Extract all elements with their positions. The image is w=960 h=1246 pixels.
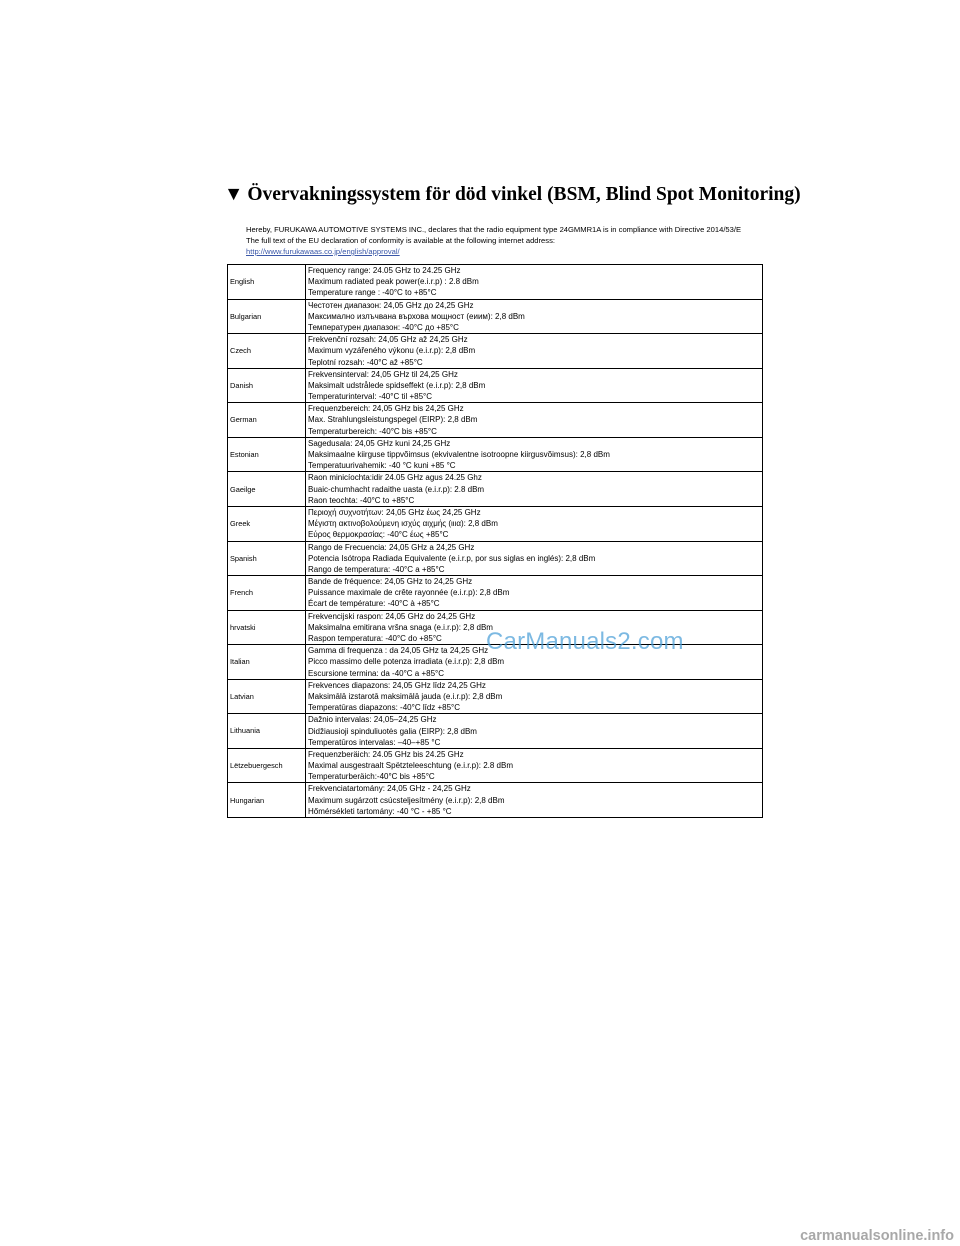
- spec-line: Dažnio intervalas: 24,05–24,25 GHz: [308, 715, 437, 725]
- language-cell: Czech: [228, 334, 306, 369]
- language-cell: Italian: [228, 645, 306, 680]
- spec-line: Maksimalt udstrålede spidseffekt (e.i.r.p): 2,8 dBm: [308, 380, 486, 390]
- spec-line: Честотен диапазон: 24,05 GHz до 24,25 GHz: [308, 300, 474, 310]
- spec-line: Μέγιστη ακτινοβολούμενη ισχύς αιχμής (ιιια): 2,8 dBm: [308, 519, 498, 529]
- spec-line: Buaic-chumhacht radaithe uasta (e.i.r.p): 2.8 dBm: [308, 484, 485, 494]
- section-title: Övervakningssystem för död vinkel (BSM, Blind Spot Monitoring): [247, 184, 801, 205]
- footer-watermark: carmanualsonline.info: [800, 1228, 954, 1244]
- table-row: [228, 576, 763, 611]
- spec-line: Maksimaalne kiirguse tippvõimsus (ekvivalentne isotroopne kiirgusvõimsus): 2,8 dBm: [308, 450, 610, 459]
- spec-cell: [306, 506, 763, 541]
- spec-line: Maximum sugárzott csúcsteljesítmény (e.i.r.p): 2,8 dBm: [308, 795, 505, 805]
- spec-line: Sagedusala: 24,05 GHz kuni 24,25 GHz: [308, 438, 451, 448]
- spec-line: Bande de fréquence: 24,05 GHz to 24,25 GHz: [308, 577, 473, 587]
- section-heading: [224, 183, 944, 207]
- spec-line: Picco massimo delle potenza irradiata (e.i.r.p): 2,8 dBm: [308, 657, 505, 667]
- spec-line: Didžiausioji spinduliuotės galia (EIRP): 2,8 dBm: [308, 726, 477, 736]
- language-cell: Estonian: [228, 437, 306, 472]
- spec-cell: [306, 541, 763, 576]
- spec-line: Puissance maximale de crête rayonnée (e.i.r.p): 2,8 dBm: [308, 588, 510, 598]
- spec-line: Raon minicíochta:idir 24.05 GHz agus 24.25 Ghz: [308, 473, 482, 483]
- radio-specs-table: [227, 264, 763, 818]
- table-row: [228, 541, 763, 576]
- spec-line: Escursione termina: da -40°C a +85°C: [308, 668, 445, 678]
- spec-line: Frequenzberäich: 24.05 GHz bis 24.25 GHz: [308, 749, 464, 759]
- language-cell: Lithuania: [228, 714, 306, 749]
- spec-line: Maksimālā izstarotā maksimālā jauda (e.i.r.p): 2,8 dBm: [308, 691, 503, 701]
- spec-line: Frekvensinterval: 24,05 GHz til 24,25 GHz: [308, 369, 458, 379]
- spec-line: Εύρος θερμοκρασίας: -40°C έως +85°C: [308, 530, 449, 540]
- spec-cell: [306, 265, 763, 300]
- spec-cell: [306, 368, 763, 403]
- spec-line: Temperaturinterval: -40°C til +85°C: [308, 392, 433, 402]
- language-cell: German: [228, 403, 306, 438]
- spec-line: Gamma di frequenza : da 24,05 GHz ta 24,25 GHz: [308, 646, 489, 656]
- language-cell: Bulgarian: [228, 299, 306, 334]
- spec-line: Maximum vyzářeného výkonu (e.i.r.p): 2,8 dBm: [308, 346, 476, 356]
- spec-cell: [306, 714, 763, 749]
- table-row: [228, 748, 763, 783]
- language-cell: Gaeilge: [228, 472, 306, 507]
- triangle-marker-icon: ▼: [224, 184, 244, 205]
- spec-cell: [306, 783, 763, 818]
- language-cell: English: [228, 265, 306, 300]
- spec-line: Max. Strahlungsleistungspegel (EIRP): 2,8 dBm: [308, 415, 478, 425]
- spec-line: Hőmérsékleti tartomány: -40 °C - +85 °C: [308, 806, 452, 816]
- table-row: [228, 783, 763, 818]
- language-cell: French: [228, 576, 306, 611]
- table-row: [228, 506, 763, 541]
- spec-line: Écart de température: -40°C à +85°C: [308, 599, 440, 609]
- approval-link[interactable]: http://www.furukawaas.co.jp/english/approval/: [246, 247, 400, 256]
- table-row: [228, 714, 763, 749]
- spec-line: Raon teochta: -40°C to +85°C: [308, 495, 415, 505]
- table-row: [228, 334, 763, 369]
- spec-line: Temperatuurivahemik: -40 °C kuni +85 °C: [308, 461, 456, 471]
- table-row: [228, 265, 763, 300]
- spec-line: Περιοχή συχνοτήτων: 24,05 GHz έως 24,25 GHz: [308, 507, 481, 517]
- language-cell: hrvatski: [228, 610, 306, 645]
- spec-line: Temperatūros intervalas: –40–+85 °C: [308, 737, 441, 747]
- spec-line: Raspon temperatura: -40°C do +85°C: [308, 634, 442, 643]
- spec-line: Rango de Frecuencia: 24,05 GHz a 24,25 GHz: [308, 542, 475, 552]
- language-cell: Danish: [228, 368, 306, 403]
- spec-line: Frequenzbereich: 24,05 GHz bis 24,25 GHz: [308, 404, 464, 414]
- spec-line: Температурен диапазон: -40°C до +85°C: [308, 322, 459, 332]
- spec-line: Temperaturbereich: -40°C bis +85°C: [308, 426, 437, 436]
- language-cell: Lëtzebuergesch: [228, 748, 306, 783]
- spec-line: Temperatūras diapazons: -40°C līdz +85°C: [308, 703, 461, 713]
- declaration-line-2: The full text of the EU declaration of conformity is available at the following internet address:: [246, 236, 555, 245]
- spec-line: Frekvenciatartomány: 24,05 GHz - 24,25 GHz: [308, 784, 471, 794]
- spec-cell: [306, 472, 763, 507]
- spec-line: Frequency range: 24.05 GHz to 24.25 GHz: [308, 266, 461, 275]
- declaration-line-1: Hereby, FURUKAWA AUTOMOTIVE SYSTEMS INC., declares that the radio equipment type 24GMMR1A is in compliance with Directive 2014/53/E: [246, 225, 742, 234]
- table-row: [228, 403, 763, 438]
- table-row: [228, 299, 763, 334]
- table-row: [228, 679, 763, 714]
- spec-line: Temperaturberäich:-40°C bis +85°C: [308, 772, 435, 782]
- spec-cell: [306, 679, 763, 714]
- table-row: [228, 437, 763, 472]
- spec-line: Frekvenční rozsah: 24,05 GHz až 24,25 GHz: [308, 335, 468, 345]
- language-cell: Latvian: [228, 679, 306, 714]
- spec-cell: [306, 437, 763, 472]
- watermark-logo: CarManuals2.com: [486, 628, 684, 655]
- spec-line: Максимално излъчвана върхова мощност (еиим): 2,8 dBm: [308, 311, 525, 321]
- table-row: [228, 472, 763, 507]
- declaration-text: [246, 224, 946, 257]
- language-cell: Greek: [228, 506, 306, 541]
- spec-line: Temperature range : -40°C to +85°C: [308, 288, 437, 298]
- spec-cell: [306, 334, 763, 369]
- spec-cell: [306, 299, 763, 334]
- spec-line: Teplotní rozsah: -40°C až +85°C: [308, 357, 423, 367]
- spec-line: Maximal ausgestraalt Spëtzteleeschtung (e.i.r.p): 2.8 dBm: [308, 761, 513, 771]
- table-row: [228, 368, 763, 403]
- spec-line: Frekvencijski raspon: 24,05 GHz do 24,25 GHz: [308, 611, 476, 621]
- language-cell: Spanish: [228, 541, 306, 576]
- spec-cell: [306, 403, 763, 438]
- spec-cell: [306, 748, 763, 783]
- spec-line: Maksimalna emitirana vršna snaga (e.i.r.p): 2,8 dBm: [308, 622, 493, 632]
- spec-cell: [306, 576, 763, 611]
- spec-line: Rango de temperatura: -40°C a +85°C: [308, 564, 445, 574]
- language-cell: Hungarian: [228, 783, 306, 818]
- spec-line: Frekvences diapazons: 24,05 GHz līdz 24,25 GHz: [308, 680, 486, 690]
- spec-line: Potencia Isótropa Radiada Equivalente (e.i.r.p, por sus siglas en inglés): 2,8 dBm: [308, 553, 596, 563]
- spec-line: Maximum radiated peak power(e.i.r.p) : 2.8 dBm: [308, 277, 479, 287]
